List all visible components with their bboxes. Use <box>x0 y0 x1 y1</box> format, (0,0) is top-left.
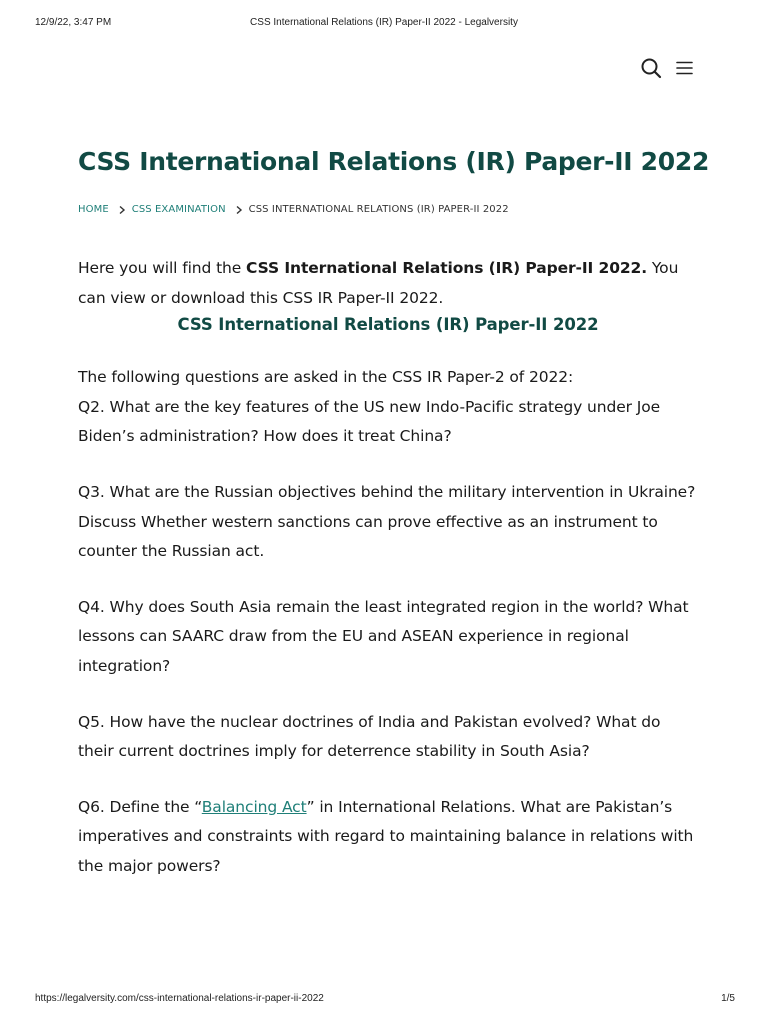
balancing-act-link[interactable]: Balancing Act <box>201 797 307 816</box>
article <box>78 146 710 882</box>
q6-text-end: ” in International Relations. What are Pakistan’s imperatives and constraints with regard to maintaining balance in relations with the major powers? <box>78 797 694 875</box>
print-header <box>0 17 768 31</box>
question-item: Q2. What are the key features of the US new Indo-Pacific strategy under Joe Biden’s administration? How does it treat China? <box>78 397 661 446</box>
breadcrumb-current: CSS INTERNATIONAL RELATIONS (IR) PAPER-II 2022 <box>248 204 509 215</box>
print-url: https://legalversity.com/css-international-relations-ir-paper-ii-2022 <box>35 993 324 1004</box>
question-list <box>78 393 698 882</box>
intro-text-end: You can view or download this CSS IR Paper-II 2022. <box>78 259 679 307</box>
chevron-right-icon <box>232 205 246 215</box>
question-item <box>78 793 698 882</box>
print-footer <box>0 993 768 1007</box>
article-content <box>78 254 698 882</box>
print-date: 12/9/22, 3:47 PM <box>35 17 112 28</box>
print-page-title: CSS International Relations (IR) Paper-II 2022 - Legalversity <box>250 17 518 28</box>
header-icons <box>640 57 696 81</box>
breadcrumb-home-link[interactable]: HOME <box>78 204 109 215</box>
search-icon[interactable] <box>640 57 662 79</box>
intro-paragraph <box>78 254 698 313</box>
chevron-right-icon <box>115 205 129 215</box>
page-number: 1/5 <box>721 993 735 1004</box>
intro-text-start: Here you will find the <box>78 259 247 277</box>
hamburger-menu-icon[interactable] <box>674 57 696 79</box>
intro-bold-text: CSS International Relations (IR) Paper-II 2022. <box>246 259 648 277</box>
questions-lead-in: The following questions are asked in the CSS IR Paper-2 of 2022: <box>78 368 574 387</box>
question-item: Q5. How have the nuclear doctrines of India and Pakistan evolved? What do their current doctrines imply for deterrence stability in South Asia? <box>78 712 661 761</box>
section-heading: CSS International Relations (IR) Paper-II 2022 <box>177 315 599 335</box>
question-item: Q4. Why does South Asia remain the least integrated region in the world? What lessons can SAARC draw from the EU and ASEAN experience in regional integration? <box>78 597 689 675</box>
question-item: Q3. What are the Russian objectives behind the military intervention in Ukraine? Discuss Whether western sanctions can prove effective as an instrument to counter the Russian act. <box>78 482 696 561</box>
page-title: CSS International Relations (IR) Paper-II 2022 <box>78 147 710 176</box>
breadcrumb-category-link[interactable]: CSS EXAMINATION <box>131 204 226 215</box>
breadcrumb <box>78 203 698 217</box>
q6-text-start: Q6. Define the “ <box>78 797 202 816</box>
